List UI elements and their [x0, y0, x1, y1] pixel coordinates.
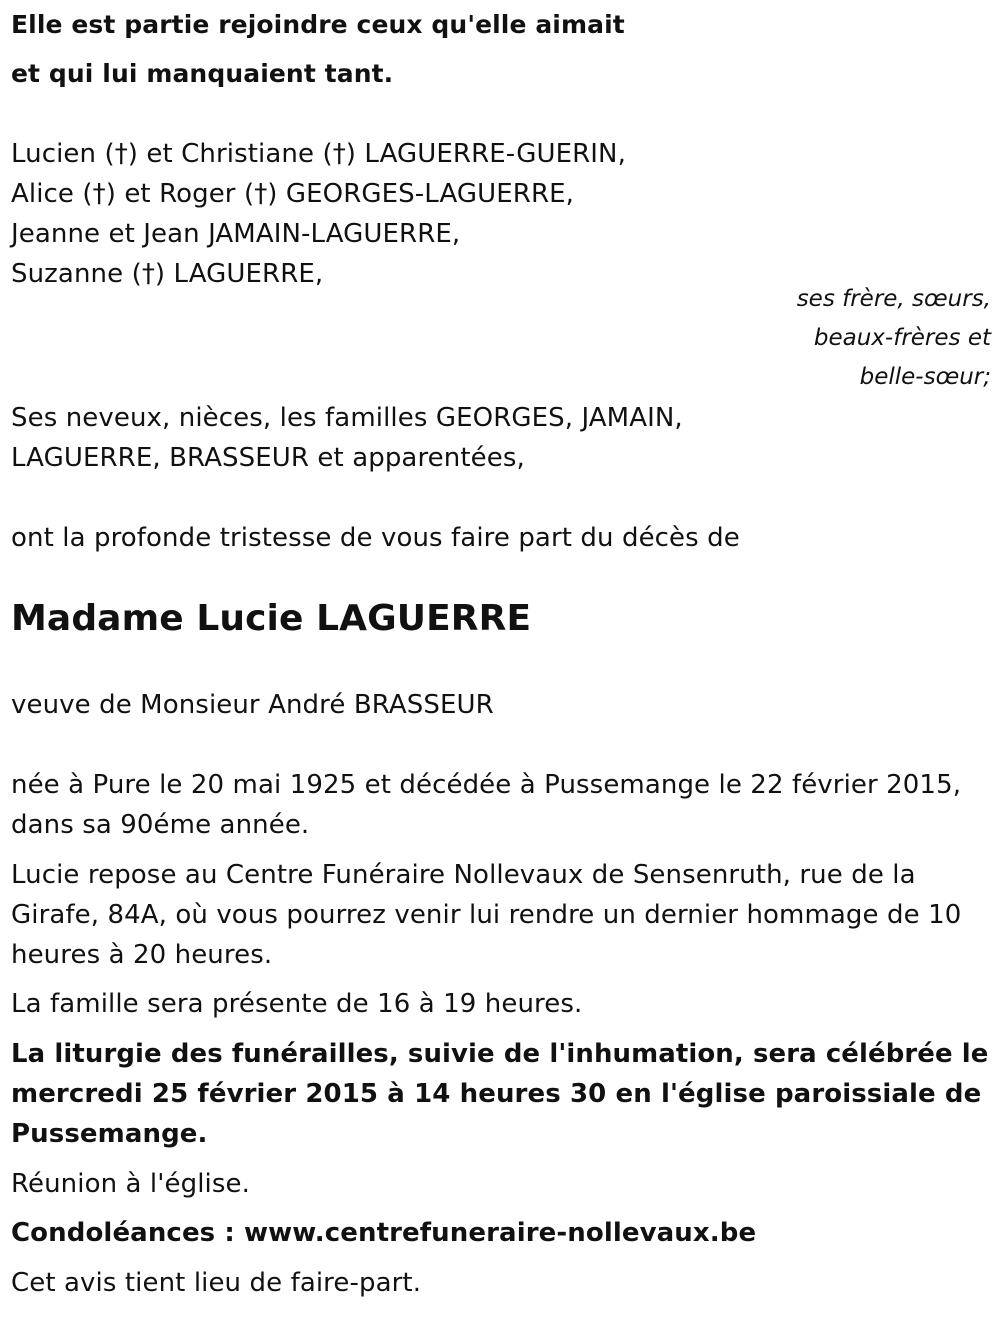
- rest-line-3: heures à 20 heures.: [11, 940, 273, 970]
- condolences-link[interactable]: Condoléances : www.centrefuneraire-nollevaux.be: [11, 1218, 757, 1248]
- relation-line-2: beaux-frères et: [813, 325, 991, 351]
- family-line-1: Lucien (†) et Christiane (†) LAGUERRE-GUERIN,: [11, 139, 626, 169]
- intro-line-1: Elle est partie rejoindre ceux qu'elle aimait: [11, 10, 625, 39]
- family-presence-text: La famille sera présente de 16 à 19 heures.: [11, 989, 583, 1019]
- notice-text: Cet avis tient lieu de faire-part.: [11, 1268, 422, 1298]
- extended-family-line-2: LAGUERRE, BRASSEUR et apparentées,: [11, 443, 525, 473]
- funeral-line-3: Pussemange.: [11, 1119, 208, 1149]
- rest-line-2: Girafe, 84A, où vous pourrez venir lui rendre un dernier hommage de 10: [11, 900, 962, 930]
- relation-line-1: ses frère, sœurs,: [796, 286, 991, 312]
- announcement-text: ont la profonde tristesse de vous faire part du décès de: [11, 523, 740, 553]
- intro-line-2: et qui lui manquaient tant.: [11, 59, 394, 88]
- deceased-name: Madame Lucie LAGUERRE: [11, 598, 532, 639]
- family-line-3: Jeanne et Jean JAMAIN-LAGUERRE,: [11, 219, 461, 249]
- meeting-text: Réunion à l'église.: [11, 1169, 250, 1199]
- rest-line-1: Lucie repose au Centre Funéraire Nollevaux de Sensenruth, rue de la: [11, 860, 916, 890]
- birth-death-line-2: dans sa 90éme année.: [11, 810, 310, 840]
- relation-line-3: belle-sœur;: [859, 364, 991, 390]
- funeral-line-1: La liturgie des funérailles, suivie de l'inhumation, sera célébrée le: [11, 1039, 989, 1069]
- funeral-line-2: mercredi 25 février 2015 à 14 heures 30 en l'église paroissiale de: [11, 1079, 982, 1109]
- family-line-4: Suzanne (†) LAGUERRE,: [11, 259, 324, 289]
- widow-of-text: veuve de Monsieur André BRASSEUR: [11, 690, 494, 720]
- family-line-2: Alice (†) et Roger (†) GEORGES-LAGUERRE,: [11, 179, 575, 209]
- extended-family-line-1: Ses neveux, nièces, les familles GEORGES, JAMAIN,: [11, 403, 683, 433]
- birth-death-line-1: née à Pure le 20 mai 1925 et décédée à Pussemange le 22 février 2015,: [11, 770, 962, 800]
